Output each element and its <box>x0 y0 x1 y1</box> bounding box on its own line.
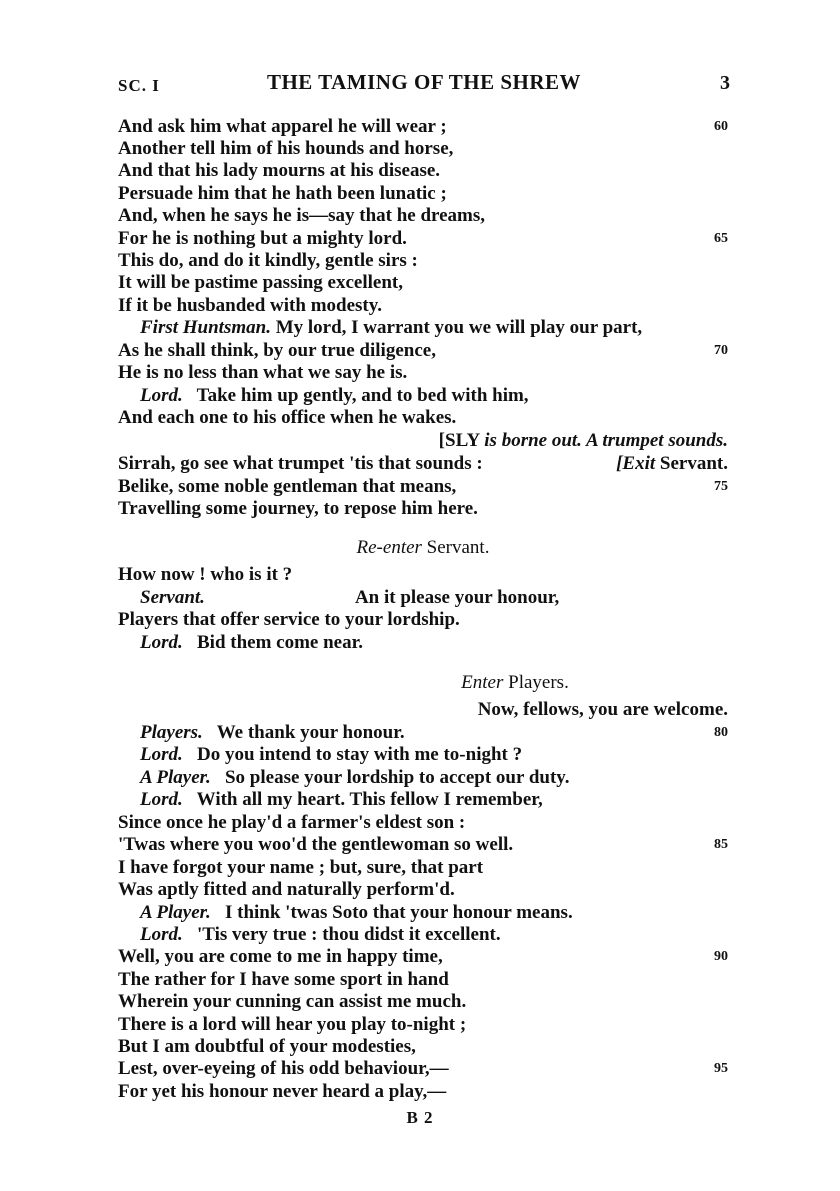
speaker-name: Lord. <box>140 632 183 653</box>
line-number: 60 <box>714 119 728 134</box>
verse-line: Since once he play'd a farmer's eldest son : <box>118 812 466 833</box>
verse-line: Was aptly fitted and naturally perform'd. <box>118 879 455 900</box>
verse-line: And, when he says he is—say that he dreams, <box>118 205 486 226</box>
page-number: 3 <box>720 72 730 94</box>
speaker-name: Lord. <box>140 924 183 945</box>
verse-line: Now, fellows, you are welcome. <box>477 699 728 720</box>
line-number: 70 <box>714 343 728 358</box>
line-number: 65 <box>714 231 728 246</box>
speaker-name: Lord. <box>140 385 183 406</box>
verse-line: For he is nothing but a mighty lord. 65 <box>118 228 728 249</box>
verse-line: Wherein your cunning can assist me much. <box>118 991 467 1012</box>
verse-line: And ask him what apparel he will wear ; 60 <box>118 116 728 137</box>
line-number: 85 <box>714 837 728 852</box>
verse-line: As he shall think, by our true diligence, 70 <box>118 340 728 361</box>
verse-line: Lord. With all my heart. This fellow I remember, <box>140 789 543 810</box>
verse-line: Servant. An it please your honour, <box>140 587 560 608</box>
verse-line: I have forgot your name ; but, sure, that part <box>118 857 484 878</box>
verse-line: How now ! who is it ? <box>118 564 293 585</box>
stage-direction: Enter Players. <box>461 672 569 693</box>
verse-line: Lord. Bid them come near. <box>140 632 364 653</box>
verse-line: And each one to his office when he wakes. <box>118 407 457 428</box>
verse-line: Another tell him of his hounds and horse, <box>118 138 454 159</box>
verse-line: Lord. Take him up gently, and to bed with him, <box>140 385 529 406</box>
verse-line: Players. We thank your honour. 80 <box>140 722 728 743</box>
verse-line: Persuade him that he hath been lunatic ; <box>118 183 447 204</box>
signature-mark: B 2 <box>406 1108 434 1127</box>
line-number: 75 <box>714 479 728 494</box>
scene-label: SC. I <box>118 76 160 95</box>
verse-line: Belike, some noble gentleman that means, 75 <box>118 476 728 497</box>
speaker-name: Servant. <box>140 587 205 608</box>
speaker-name: Lord. <box>140 789 183 810</box>
verse-line: And that his lady mourns at his disease. <box>118 160 441 181</box>
verse-line: Lord. Do you intend to stay with me to-night ? <box>140 744 523 765</box>
verse-line: He is no less than what we say he is. <box>118 362 408 383</box>
stage-direction: [Exit <box>616 453 656 474</box>
verse-line: If it be husbanded with modesty. <box>118 295 382 316</box>
verse-line: Sirrah, go see what trumpet 'tis that sounds : [Exit Servant. <box>118 453 728 474</box>
line-number: 80 <box>714 725 728 740</box>
speaker-name: Players. <box>140 722 203 743</box>
speaker-name: A Player. <box>140 902 211 923</box>
verse-line: For yet his honour never heard a play,— <box>118 1081 447 1102</box>
line-number: 95 <box>714 1061 728 1076</box>
verse-line: The rather for I have some sport in hand <box>118 969 449 990</box>
verse-line: A Player. So please your lordship to accept our duty. <box>140 767 570 788</box>
verse-line: Travelling some journey, to repose him here. <box>118 498 478 519</box>
verse-line: First Huntsman. My lord, I warrant you we will play our part, <box>140 317 643 338</box>
speaker-name: A Player. <box>140 767 211 788</box>
verse-line: Well, you are come to me in happy time, 90 <box>118 946 728 967</box>
stage-direction: [SLY is borne out. A trumpet sounds. <box>438 430 728 451</box>
speaker-name: Lord. <box>140 744 183 765</box>
line-number: 90 <box>714 949 728 964</box>
verse-line: It will be pastime passing excellent, <box>118 272 403 293</box>
verse-line: A Player. I think 'twas Soto that your honour means. <box>140 902 573 923</box>
verse-line: There is a lord will hear you play to-night ; <box>118 1014 467 1035</box>
speaker-name: First Huntsman. <box>140 317 271 338</box>
stage-direction: Re-enter Servant. <box>356 537 490 558</box>
verse-line: This do, and do it kindly, gentle sirs : <box>118 250 418 271</box>
verse-line: Lord. 'Tis very true : thou didst it excellent. <box>140 924 501 945</box>
verse-line: But I am doubtful of your modesties, <box>118 1036 416 1057</box>
verse-line: Lest, over-eyeing of his odd behaviour,— 95 <box>118 1058 728 1079</box>
verse-line: 'Twas where you woo'd the gentlewoman so well. 85 <box>118 834 728 855</box>
verse-line: Players that offer service to your lordship. <box>118 609 460 630</box>
running-title: THE TAMING OF THE SHREW <box>266 70 582 94</box>
page-header <box>118 70 730 100</box>
